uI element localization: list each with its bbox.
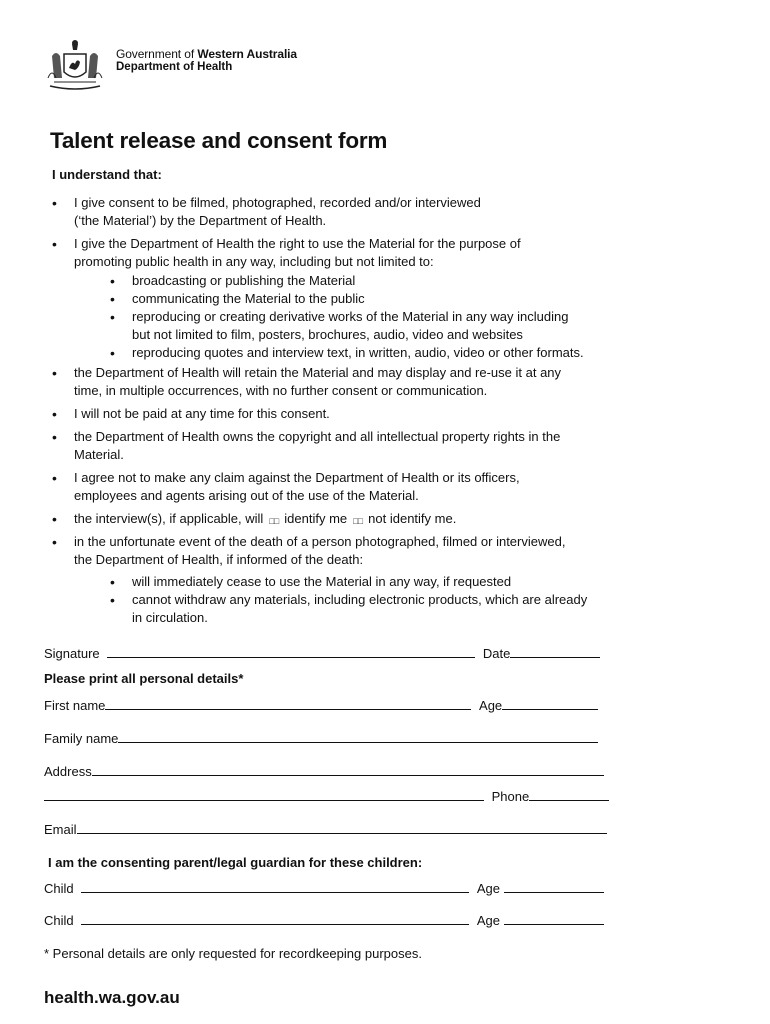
identify-checkbox[interactable]: □□ bbox=[269, 516, 279, 526]
signature-row bbox=[44, 646, 600, 662]
death-sublist bbox=[110, 573, 692, 627]
sub-list-item: • cannot withdraw any materials, including electronic products, which are already in circulation. bbox=[110, 591, 692, 627]
phone-label: Phone bbox=[491, 789, 530, 804]
sub-list-item: • reproducing or creating derivative works of the Material in any way including but not limited to film, posters, brochures, audio, video and websites bbox=[110, 308, 692, 344]
age-label: Age bbox=[479, 698, 503, 713]
guardian-heading: I am the consenting parent/legal guardian for these children: bbox=[48, 855, 423, 870]
list-item: • the Department of Health will retain the Material and may display and re-use it at any time, in multiple occurrences, with no further consent or communication. bbox=[52, 364, 692, 400]
phone-field[interactable] bbox=[529, 789, 609, 801]
sub-list-item: • will immediately cease to use the Material in any way, if requested bbox=[110, 573, 692, 591]
uses-sublist bbox=[110, 272, 692, 362]
page-title: Talent release and consent form bbox=[50, 128, 388, 153]
footer-website: health.wa.gov.au bbox=[44, 988, 180, 1007]
understand-heading: I understand that: bbox=[52, 167, 162, 182]
wa-coat-of-arms-icon bbox=[44, 38, 106, 90]
not-identify-checkbox[interactable]: □□ bbox=[353, 516, 363, 526]
age-label: Age bbox=[476, 913, 501, 928]
list-item: • I will not be paid at any time for this consent. bbox=[52, 405, 692, 423]
family-name-label: Family name bbox=[44, 731, 119, 746]
date-field[interactable] bbox=[510, 646, 600, 658]
address-label: Address bbox=[44, 764, 92, 779]
list-item: • I give consent to be filmed, photographed, recorded and/or interviewed (‘the Material’) by the Department of Health. bbox=[52, 194, 692, 230]
date-label: Date bbox=[482, 646, 511, 661]
address-field[interactable] bbox=[92, 764, 604, 776]
address-row bbox=[44, 764, 604, 780]
child-label: Child bbox=[44, 881, 74, 896]
first-name-field[interactable] bbox=[105, 698, 471, 710]
email-label: Email bbox=[44, 822, 77, 837]
recordkeeping-note: * Personal details are only requested for recordkeeping purposes. bbox=[44, 946, 422, 961]
signature-field[interactable] bbox=[107, 646, 475, 658]
first-name-label: First name bbox=[44, 698, 106, 713]
list-item: • I agree not to make any claim against the Department of Health or its officers, employees and agents arising out of the use of the Material. bbox=[52, 469, 692, 505]
signature-label: Signature bbox=[44, 646, 100, 661]
email-field[interactable] bbox=[77, 822, 607, 834]
address-line-2-field[interactable] bbox=[44, 789, 484, 801]
child-label: Child bbox=[44, 913, 74, 928]
child-field-1[interactable] bbox=[81, 881, 469, 893]
list-item: • the Department of Health owns the copyright and all intellectual property rights in the Material. bbox=[52, 428, 692, 464]
government-name: Government of Western Australia bbox=[116, 47, 297, 61]
child-row-1 bbox=[44, 881, 604, 897]
page-header bbox=[44, 38, 344, 92]
first-name-row bbox=[44, 698, 598, 714]
list-item: • in the unfortunate event of the death of a person photographed, filmed or interviewed, the Department of Health, if informed of the death: • will immediately cease to use the Material in any way, if requested • cannot withdraw any materials, including electronic products, which are already in circulation. bbox=[52, 533, 692, 627]
sub-list-item: • reproducing quotes and interview text, in written, audio, video or other formats. bbox=[110, 344, 692, 362]
child-row-2 bbox=[44, 913, 604, 929]
email-row bbox=[44, 822, 607, 838]
age-field[interactable] bbox=[502, 698, 598, 710]
age-label: Age bbox=[476, 881, 501, 896]
print-details-heading: Please print all personal details* bbox=[44, 671, 244, 686]
terms-list bbox=[52, 194, 692, 632]
sub-list-item: • broadcasting or publishing the Material bbox=[110, 272, 692, 290]
child-age-field-1[interactable] bbox=[504, 881, 604, 893]
child-field-2[interactable] bbox=[81, 913, 469, 925]
list-item: • the interview(s), if applicable, will □□ identify me □□ not identify me. bbox=[52, 510, 692, 528]
address-phone-row bbox=[44, 789, 609, 805]
sub-list-item: • communicating the Material to the public bbox=[110, 290, 692, 308]
list-item: • I give the Department of Health the right to use the Material for the purpose of promoting public health in any way, including but not limited to: • broadcasting or publishing the Material • communicating the Material to the public • reproducing or creating derivative works of the Material in any way including but not limited to film, posters, brochures, audio, video and websites • reproducing quotes and interview text, in written, audio, video or other formats. bbox=[52, 235, 692, 362]
family-name-row bbox=[44, 731, 598, 747]
department-name: Department of Health bbox=[116, 61, 233, 73]
family-name-field[interactable] bbox=[118, 731, 598, 743]
child-age-field-2[interactable] bbox=[504, 913, 604, 925]
